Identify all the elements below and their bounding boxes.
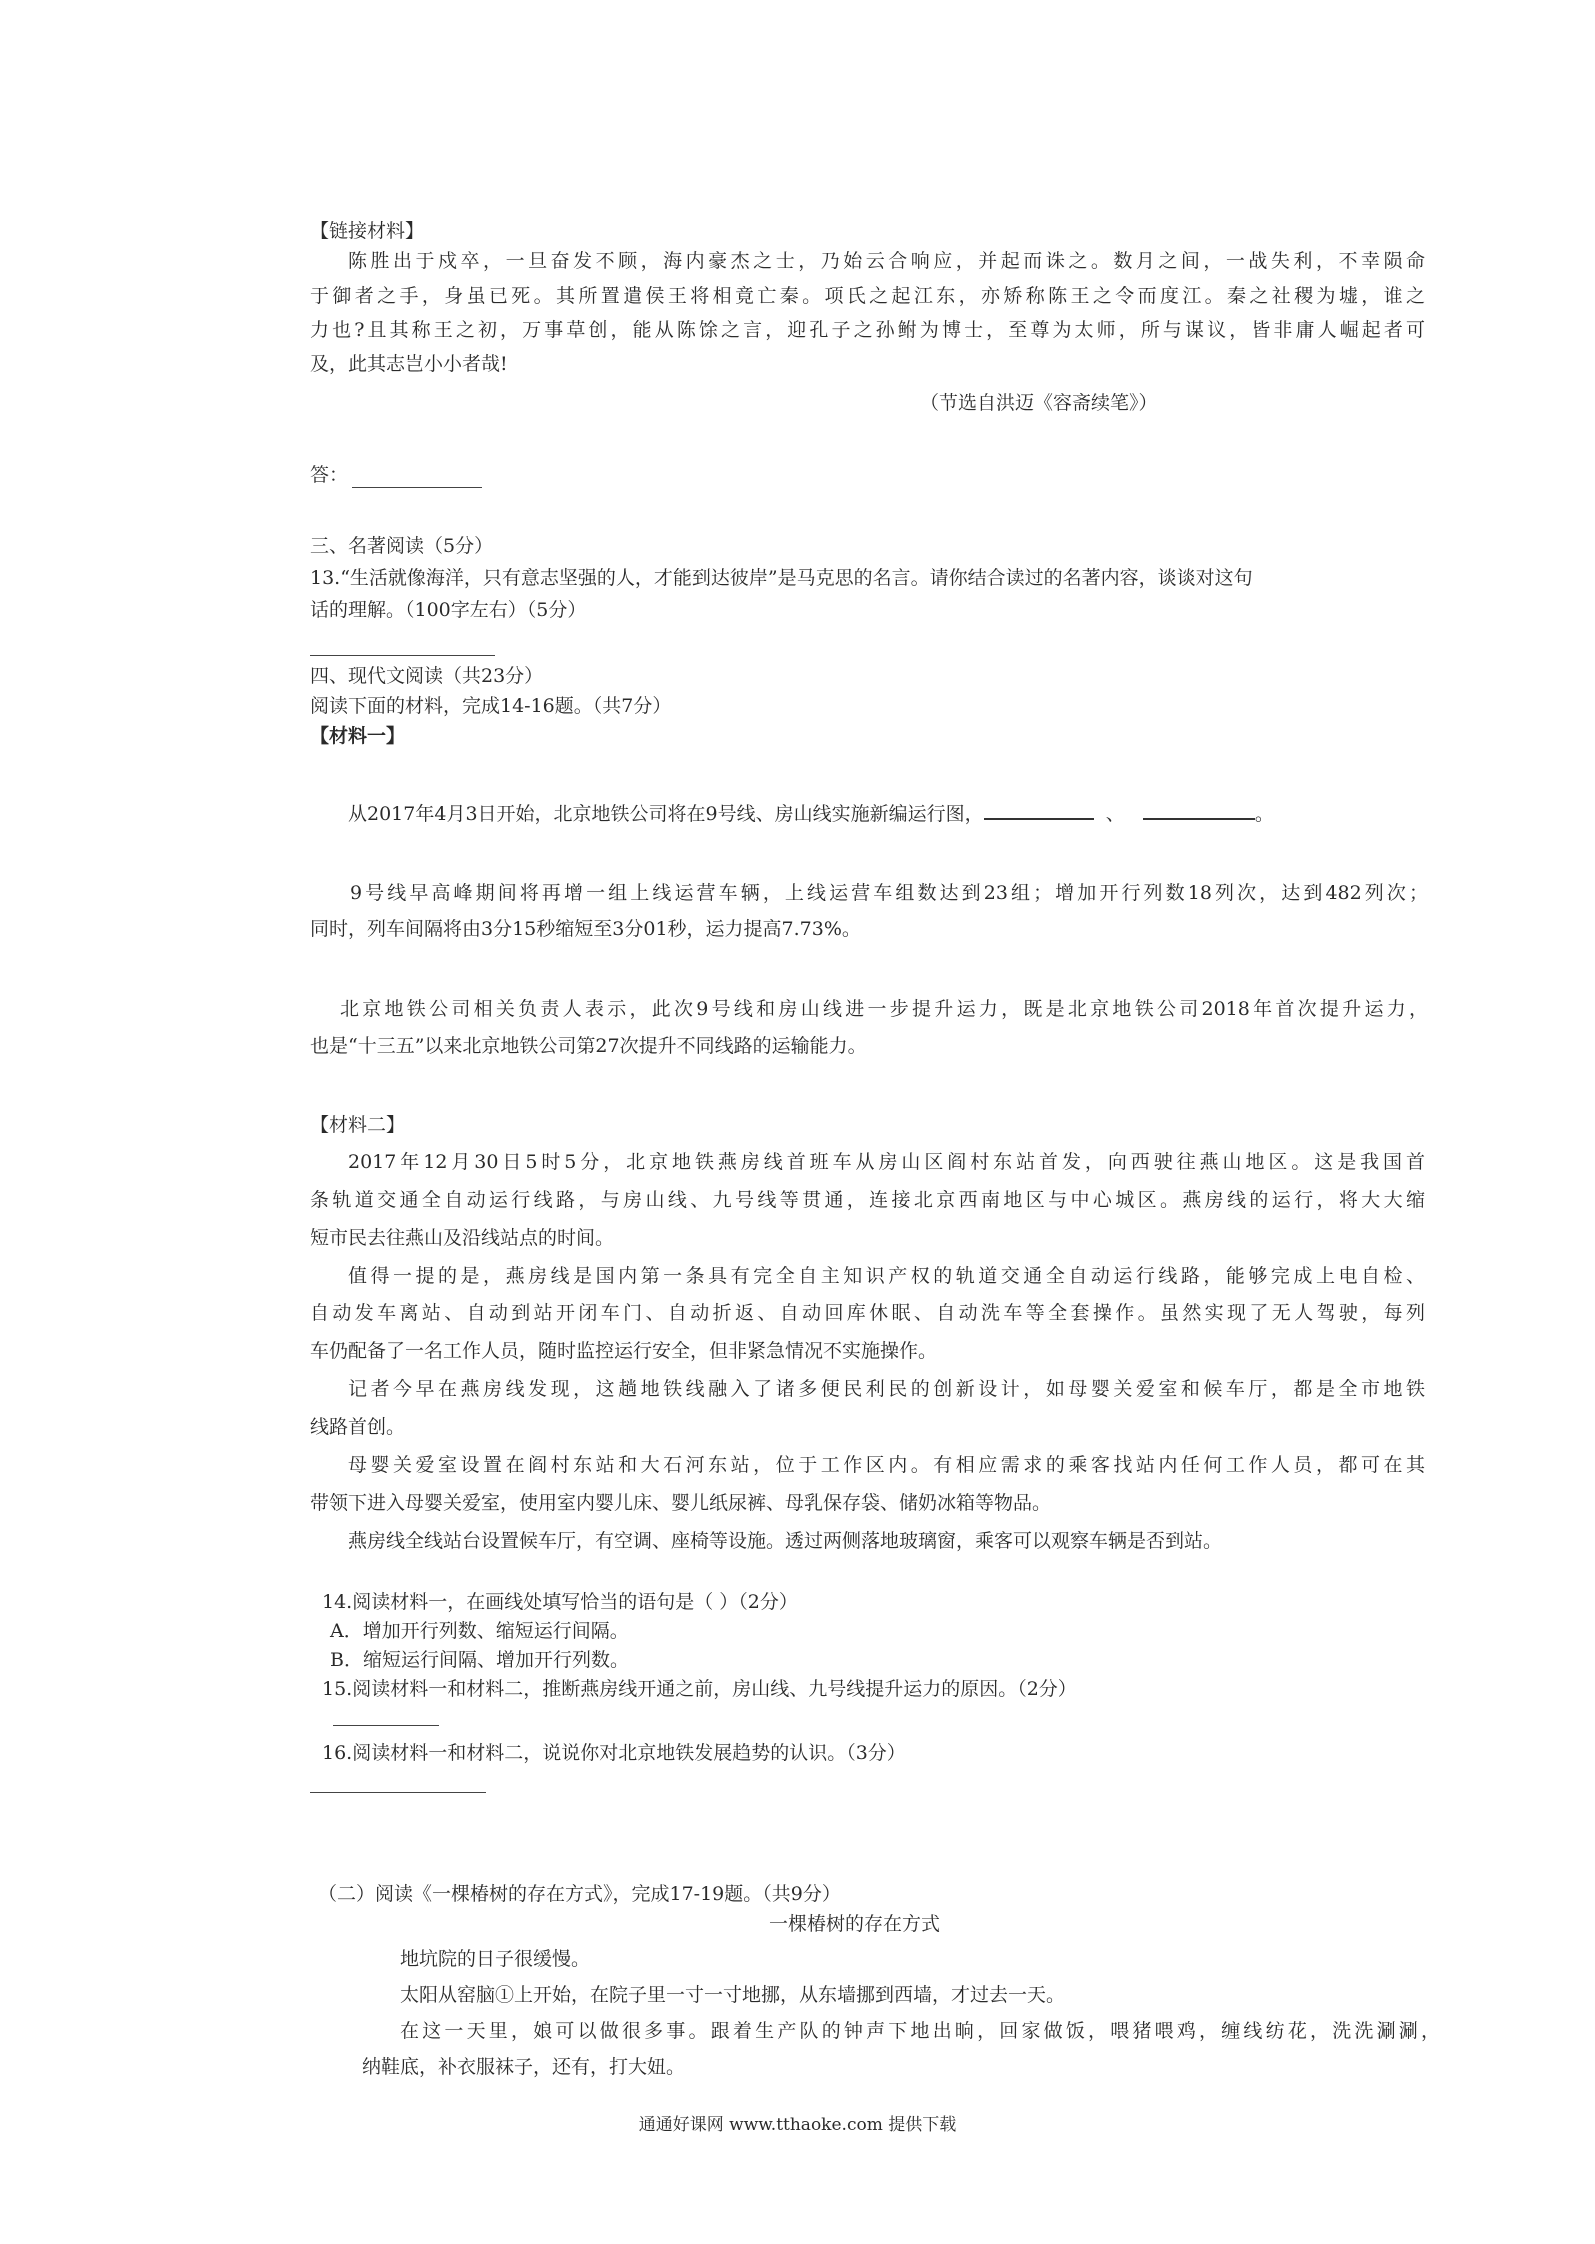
answer-label: 答： [310, 464, 349, 486]
material-1-paragraph-2: 同时，列车间隔将由3分15秒缩短至3分01秒，运力提高7.73%。 [310, 918, 861, 940]
material-2-line: 线路首创。 [310, 1416, 406, 1438]
blank-end-period: 。 [1254, 803, 1274, 825]
section-3-title: 三、名著阅读（5分） [310, 535, 494, 557]
material-2-line: 条轨道交通全自动运行线路，与房山线、九号线等贯通，连接北京西南地区与中心城区。燕房线的运行，将大大缩 [310, 1189, 1425, 1211]
question-15: 15.阅读材料一和材料二，推断燕房线开通之前，房山线、九号线提升运力的原因。（2分） [322, 1678, 1077, 1700]
fill-blank-1[interactable] [984, 800, 1094, 820]
question-16-answer-line[interactable] [310, 1792, 486, 1793]
story-line: 太阳从窑脑①上开始，在院子里一寸一寸地挪，从东墙挪到西墙，才过去一天。 [400, 1984, 1066, 2006]
question-13-line: 话的理解。（100字左右）（5分） [310, 599, 587, 621]
link-material-line: 及，此其志岂小小者哉! [310, 353, 508, 375]
question-13-answer-line[interactable] [310, 655, 495, 656]
material-2-line: 带领下进入母婴关爱室，使用室内婴儿床、婴儿纸尿裤、母乳保存袋、储奶冰箱等物品。 [310, 1492, 1052, 1514]
story-title: 一棵椿树的存在方式 [769, 1913, 941, 1935]
question-14-option-a[interactable]: A．增加开行列数、缩短运行间隔。 [330, 1620, 629, 1642]
material-2-line: 记者今早在燕房线发现，这趟地铁线融入了诸多便民利民的创新设计，如母婴关爱室和候车厅，都是全市地铁 [348, 1378, 1425, 1400]
material-2-line: 值得一提的是，燕房线是国内第一条具有完全自主知识产权的轨道交通全自动运行线路，能够完成上电自检、 [348, 1265, 1425, 1287]
material-2-line: 自动发车离站、自动到站开闭车门、自动折返、自动回库休眠、自动洗车等全套操作。虽然实现了无人驾驶，每列 [310, 1302, 1425, 1324]
link-material-line: 力也?且其称王之初，万事草创，能从陈馀之言，迎孔子之孙鲋为博士，至尊为太师，所与谋议，皆非庸人崛起者可 [310, 319, 1425, 341]
material-1-p1-text: 从2017年4月3日开始，北京地铁公司将在9号线、房山线实施新编运行图， [348, 803, 984, 825]
material-2-line: 母婴关爱室设置在阎村东站和大石河东站，位于工作区内。有相应需求的乘客找站内任何工作人员，都可在其 [348, 1454, 1425, 1476]
link-material-line: 陈胜出于戍卒，一旦奋发不顾，海内豪杰之士，乃始云合响应，并起而诛之。数月之间，一战失利，不幸陨命 [348, 250, 1425, 272]
question-13-line: 13.“生活就像海洋，只有意志坚强的人，才能到达彼岸”是马克思的名言。请你结合读过的名著内容，谈谈对这句 [310, 567, 1253, 589]
fill-blank-2[interactable] [1143, 800, 1255, 820]
story-line: 纳鞋底，补衣服袜子，还有，打大妞。 [362, 2056, 686, 2078]
answer-blank-line[interactable] [352, 487, 482, 488]
material-2-line: 车仍配备了一名工作人员，随时监控运行安全，但非紧急情况不实施操作。 [310, 1340, 938, 1362]
material-2-heading: 【材料二】 [310, 1114, 406, 1136]
section-4-instruction: 阅读下面的材料，完成14-16题。（共7分） [310, 695, 672, 717]
blank-separator: 、 [1105, 803, 1125, 825]
link-material-heading: 【链接材料】 [310, 220, 425, 242]
question-14-option-b[interactable]: B．缩短运行间隔、增加开行列数。 [330, 1649, 629, 1671]
material-2-line: 短市民去往燕山及沿线站点的时间。 [310, 1227, 615, 1249]
question-14: 14.阅读材料一，在画线处填写恰当的语句是（ ）（2分） [322, 1591, 798, 1613]
material-2-line: 2017年12月30日5时5分，北京地铁燕房线首班车从房山区阎村东站首发，向西驶往燕山地区。这是我国首 [348, 1151, 1425, 1173]
link-material-line: 于御者之手，身虽已死。其所置遣侯王将相竟亡秦。项氏之起江东，亦矫称陈王之令而度江。秦之社稷为墟，谁之 [310, 285, 1425, 307]
page-footer: 通通好课网 www.tthaoke.com 提供下载 [638, 2115, 957, 2135]
story-line: 地坑院的日子很缓慢。 [400, 1948, 591, 1970]
question-16: 16.阅读材料一和材料二，说说你对北京地铁发展趋势的认识。（3分） [322, 1742, 906, 1764]
part-2-instruction: （二）阅读《一棵椿树的存在方式》，完成17-19题。（共9分） [318, 1883, 841, 1905]
story-line: 在这一天里，娘可以做很多事。跟着生产队的钟声下地出晌，回家做饭，喂猪喂鸡，缠线纺花，洗洗涮涮， [400, 2020, 1440, 2042]
question-15-answer-line[interactable] [333, 1725, 439, 1726]
material-2-line: 燕房线全线站台设置候车厅，有空调、座椅等设施。透过两侧落地玻璃窗，乘客可以观察车辆是否到站。 [348, 1530, 1223, 1552]
material-1-paragraph-3: 北京地铁公司相关负责人表示，此次9号线和房山线进一步提升运力，既是北京地铁公司2018年首次提升运力， [340, 998, 1428, 1020]
material-1-paragraph-3: 也是“十三五”以来北京地铁公司第27次提升不同线路的运输能力。 [310, 1035, 867, 1057]
material-1-paragraph-1 [348, 800, 1274, 827]
section-4-title: 四、现代文阅读（共23分） [310, 665, 544, 687]
link-material-source: （节选自洪迈《容斋续笔》） [920, 392, 1158, 414]
material-1-paragraph-2: 9号线早高峰期间将再增一组上线运营车辆，上线运营车组数达到23组；增加开行列数18列次，达到482列次； [350, 882, 1428, 904]
material-1-heading: 【材料一】 [310, 725, 406, 747]
